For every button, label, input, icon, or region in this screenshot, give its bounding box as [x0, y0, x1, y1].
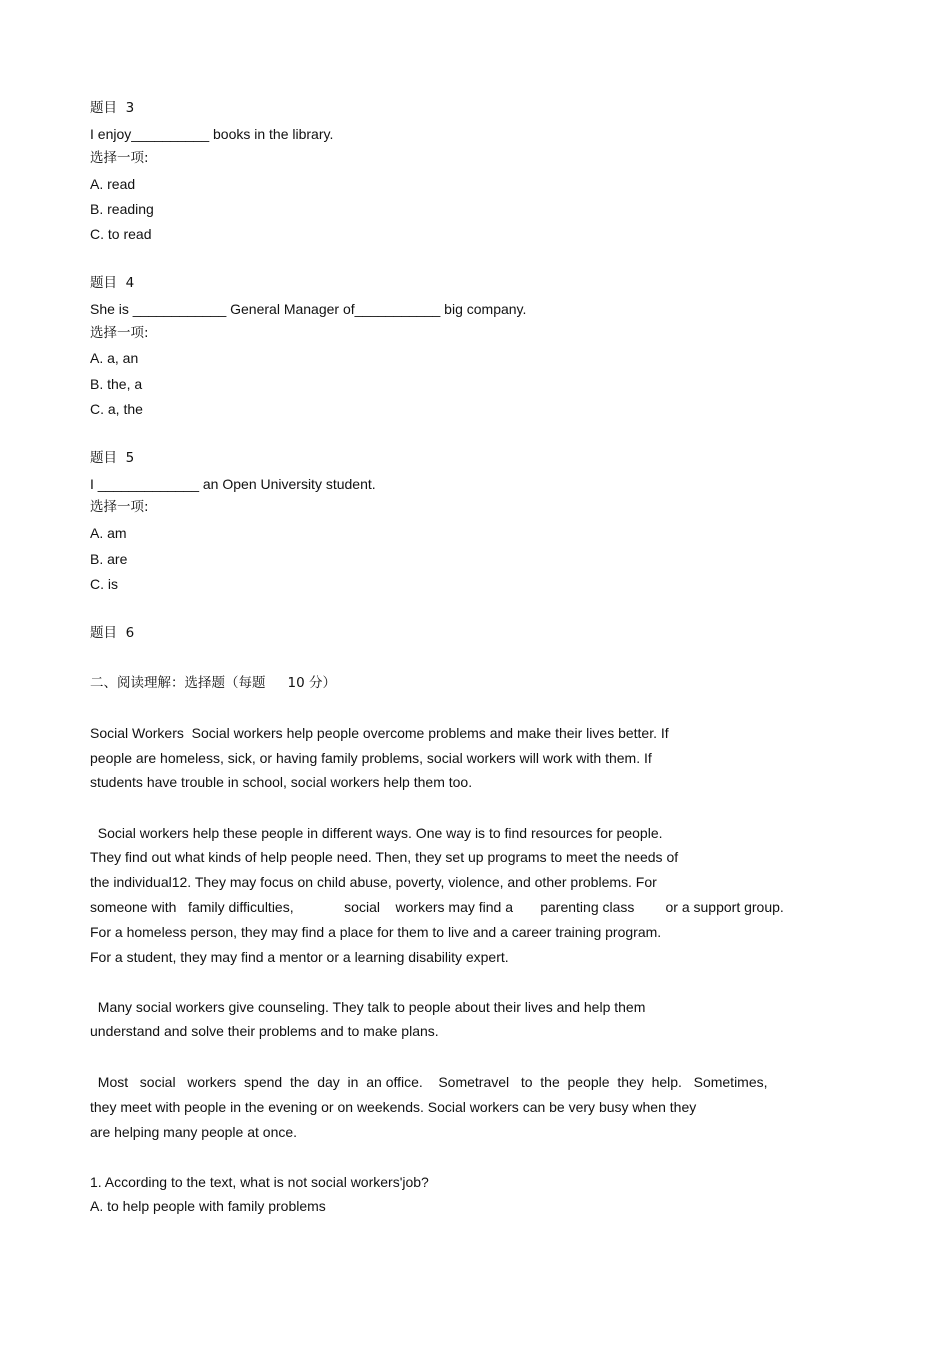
question-4-prompt: 选择一项: [90, 325, 149, 341]
question-5-heading: 题目 5 [90, 450, 135, 466]
passage-line: are helping many people at once. [90, 1124, 298, 1140]
question-6-heading: 题目 6 [90, 625, 135, 641]
question-5-stem: I _____________ an Open University student. [90, 476, 376, 492]
question-5-option-c[interactable]: C. is [90, 576, 118, 592]
question-4-option-c[interactable]: C. a, the [90, 401, 143, 417]
passage-line: They find out what kinds of help people need. Then, they set up programs to meet the needs of [90, 849, 679, 865]
passage-line: Social Workers Social workers help people overcome problems and make their lives better. If [90, 725, 669, 741]
question-3-option-c[interactable]: C. to read [90, 226, 152, 242]
question-3-prompt: 选择一项: [90, 150, 149, 166]
passage-line: the individual12. They may focus on child abuse, poverty, violence, and other problems. For [90, 874, 657, 890]
passage-line: students have trouble in school, social workers help them too. [90, 774, 473, 790]
question-3-stem: I enjoy__________ books in the library. [90, 126, 334, 142]
question-4-option-b[interactable]: B. the, a [90, 376, 143, 392]
passage-line: Many social workers give counseling. They talk to people about their lives and help them [90, 999, 646, 1015]
passage-line: For a student, they may find a mentor or a learning disability expert. [90, 949, 509, 965]
passage-line: they meet with people in the evening or on weekends. Social workers can be very busy when they [90, 1099, 697, 1115]
question-3-option-b[interactable]: B. reading [90, 201, 154, 217]
question-5-prompt: 选择一项: [90, 499, 149, 515]
passage-line: For a homeless person, they may find a place for them to live and a career training program. [90, 924, 662, 940]
question-3-option-a[interactable]: A. read [90, 176, 136, 192]
question-4-option-a[interactable]: A. a, an [90, 350, 139, 366]
question-5-option-a[interactable]: A. am [90, 525, 127, 541]
section-title-text: 二、阅读理解：选择题（每题 [90, 675, 266, 691]
section-title [90, 675, 336, 691]
question-3-heading: 题目 3 [90, 100, 135, 116]
reading-question-1-option-a[interactable]: A. to help people with family problems [90, 1198, 326, 1214]
passage-line: people are homeless, sick, or having family problems, social workers will work with them. If [90, 750, 652, 766]
reading-question-1-stem: 1. According to the text, what is not social workers'job? [90, 1174, 429, 1190]
passage-line: Most social workers spend the day in an office. Sometravel to the people they help. Sometimes, [90, 1074, 768, 1090]
question-4-stem: She is ____________ General Manager of___________ big company. [90, 301, 527, 317]
passage-line: someone with family difficulties, social workers may find a parenting class or a support group. [90, 899, 784, 915]
section-points: 10 分） [287, 675, 336, 691]
question-4-heading: 题目 4 [90, 275, 135, 291]
question-5-option-b[interactable]: B. are [90, 551, 128, 567]
passage-line: Social workers help these people in different ways. One way is to find resources for people. [90, 825, 663, 841]
passage-line: understand and solve their problems and to make plans. [90, 1023, 439, 1039]
